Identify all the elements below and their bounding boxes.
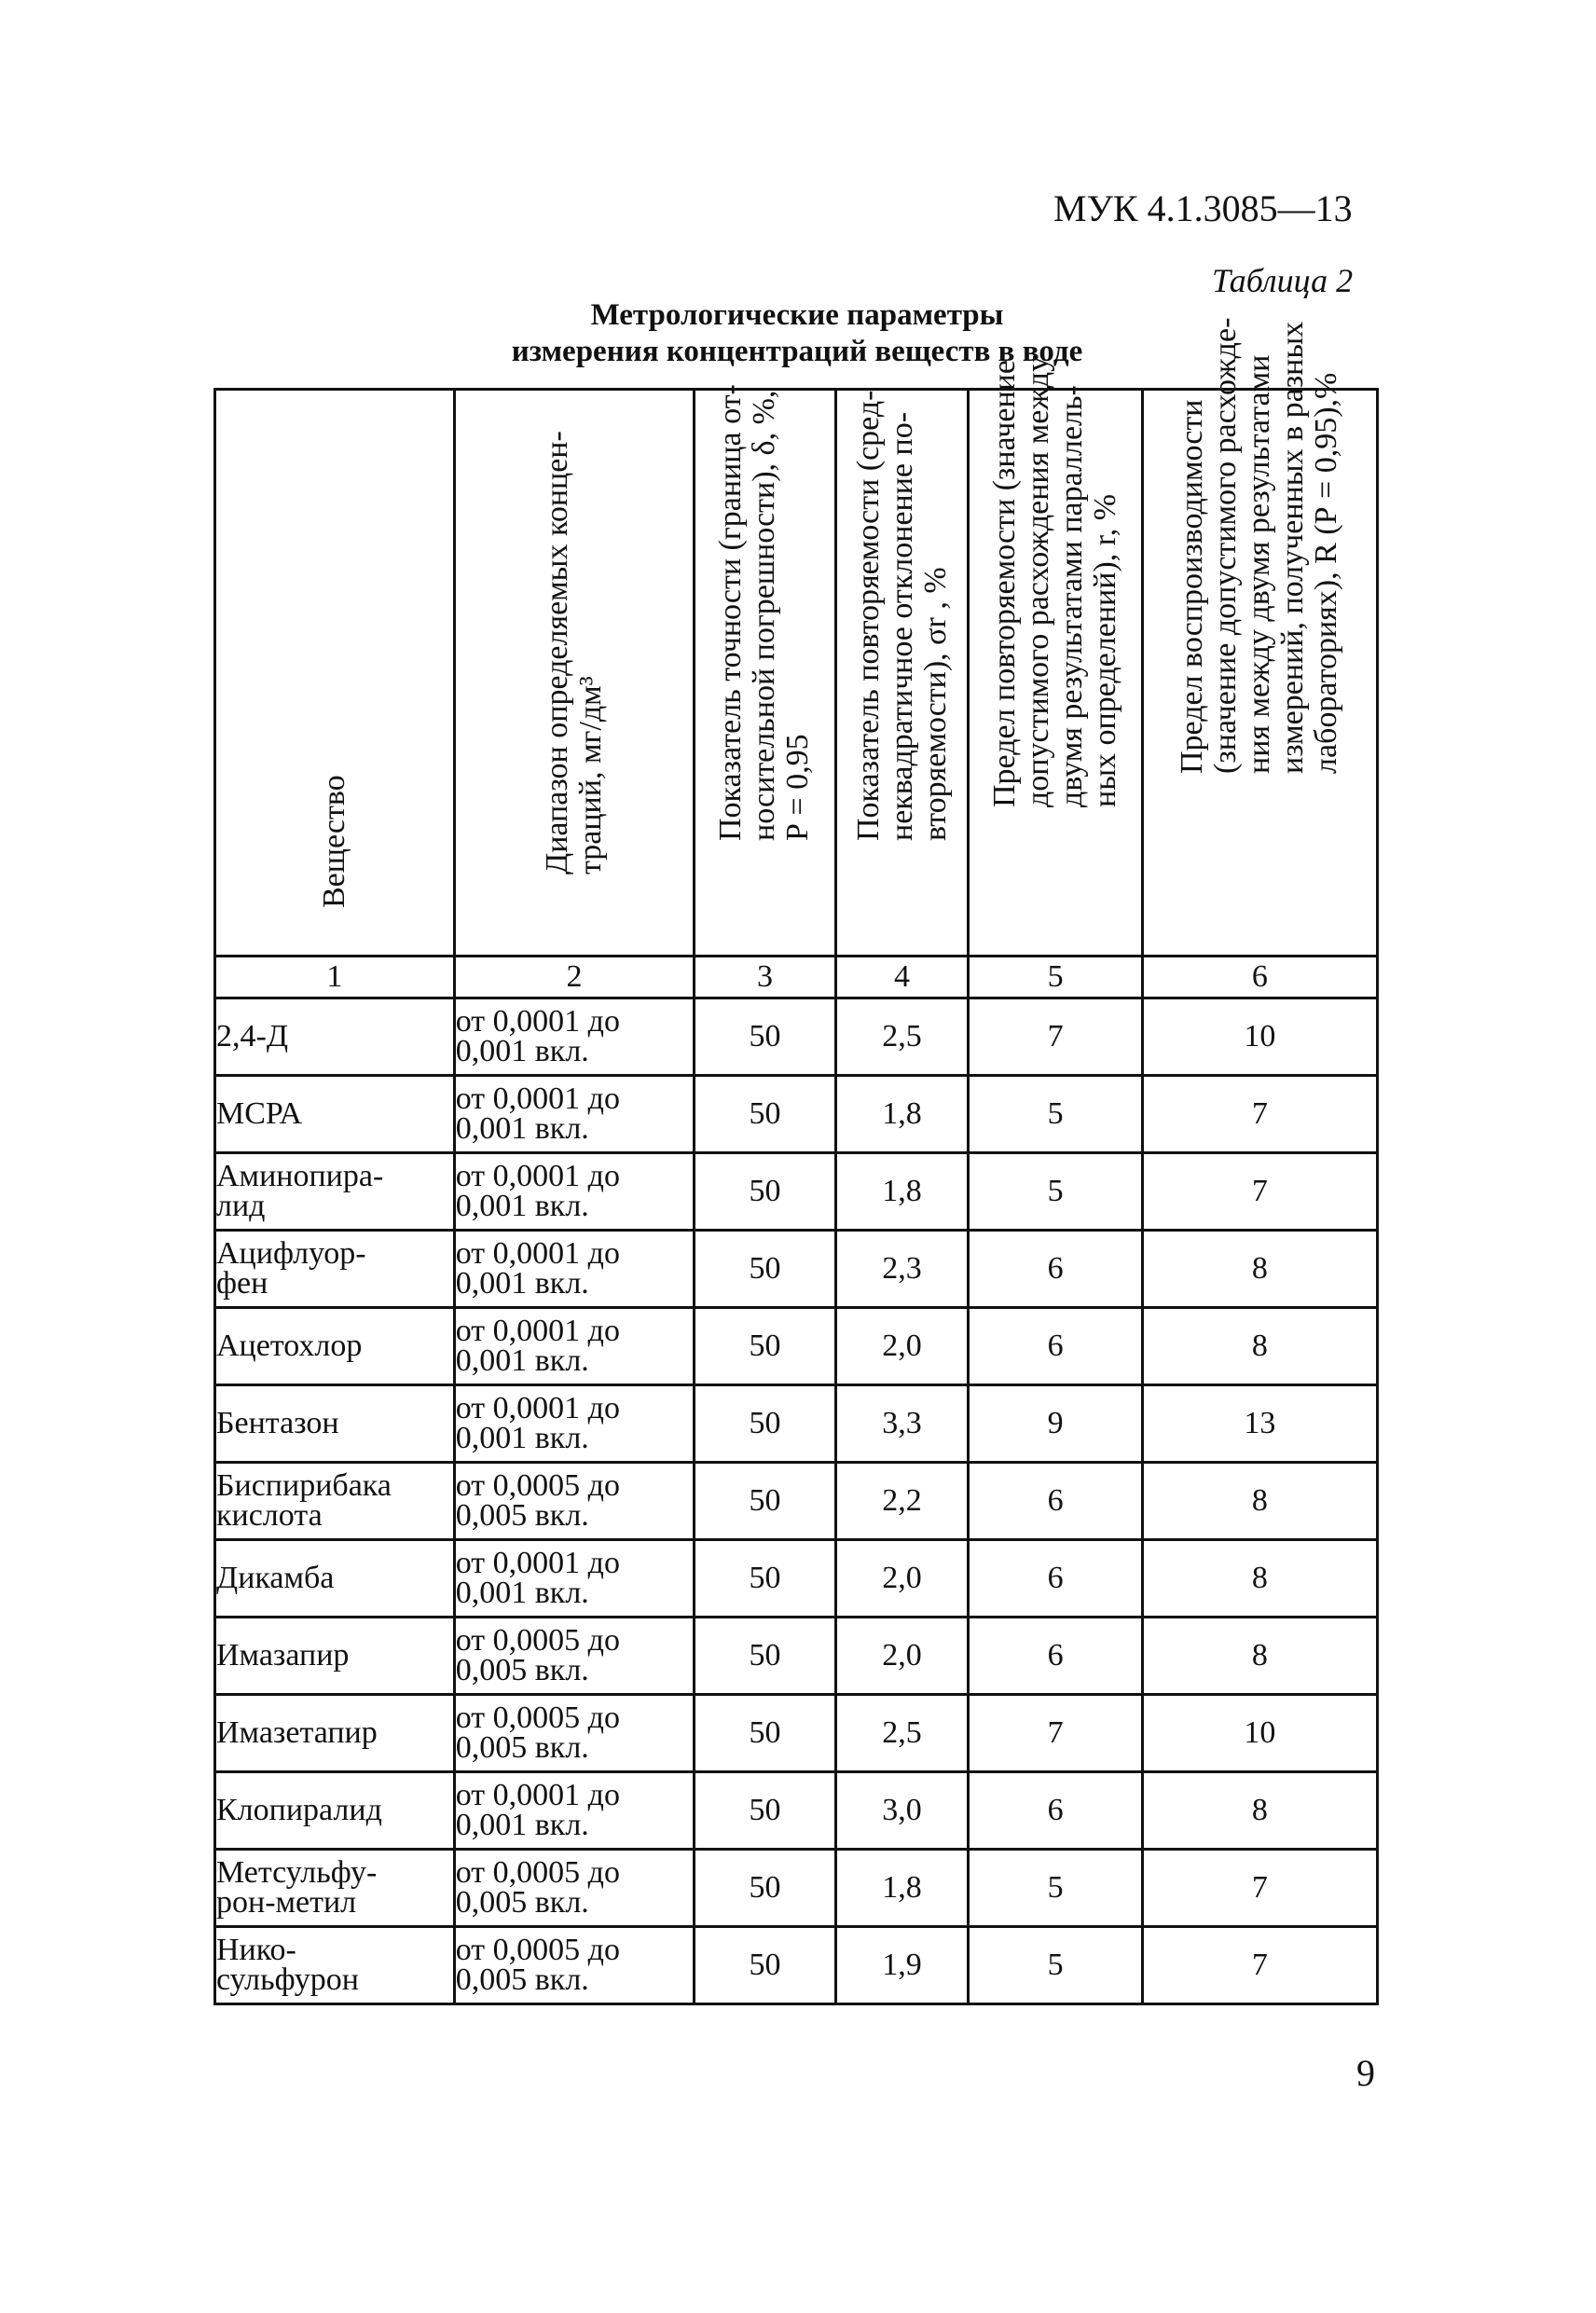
table-row	[215, 1153, 1378, 1231]
reproducibility-limit-cell: 8	[1142, 1308, 1377, 1385]
repeatability-limit-cell: 6	[969, 1231, 1142, 1308]
table-row	[215, 1618, 1378, 1695]
table-row	[215, 1850, 1378, 1927]
column-number: 2	[454, 957, 694, 998]
table-row	[215, 1231, 1378, 1308]
substance-cell: Аминопира- лид	[215, 1153, 455, 1231]
table-row	[215, 998, 1378, 1076]
repeatability-limit-cell: 6	[969, 1618, 1142, 1695]
accuracy-cell: 50	[695, 1927, 836, 2004]
reproducibility-limit-cell: 7	[1142, 1153, 1377, 1231]
range-cell: от 0,0005 до 0,005 вкл.	[454, 1850, 694, 1927]
header-text: Показатель повторяемости (сред- неквадратичное отклонение по- вторяемости), σr , %	[850, 390, 953, 841]
table-row	[215, 1463, 1378, 1540]
repeatability-cell: 2,0	[835, 1540, 969, 1618]
accuracy-cell: 50	[695, 1850, 836, 1927]
repeatability-limit-cell: 7	[969, 998, 1142, 1076]
accuracy-cell: 50	[695, 1772, 836, 1850]
header-row	[215, 390, 1378, 957]
repeatability-limit-cell: 5	[969, 1927, 1142, 2004]
header-text: Предел повторяемости (значение допустимого расхождения между двумя результатами параллель- ных определений), r, %	[987, 355, 1123, 807]
substance-cell: Биспирибака кислота	[215, 1463, 455, 1540]
accuracy-cell: 50	[695, 1076, 836, 1153]
repeatability-cell: 2,0	[835, 1308, 969, 1385]
column-number: 1	[215, 957, 455, 998]
repeatability-limit-cell: 6	[969, 1772, 1142, 1850]
substance-cell: 2,4-Д	[215, 998, 455, 1076]
header-text: Предел воспроизводимости (значение допустимого расхожде- ния между двумя результатами измерений, полученных в разных лабораториях), R (Р = 0,95),%	[1175, 317, 1344, 774]
table-title-line2: измерения концентраций веществ в воде	[511, 335, 1083, 368]
substance-cell: Нико- сульфурон	[215, 1927, 455, 2004]
accuracy-cell: 50	[695, 1618, 836, 1695]
reproducibility-limit-cell: 8	[1142, 1618, 1377, 1695]
header-text: Диапазон определяемых концен- траций, мг/дм³	[539, 431, 608, 874]
range-cell: от 0,0001 до 0,001 вкл.	[454, 998, 694, 1076]
column-number: 4	[835, 957, 969, 998]
table-row	[215, 1076, 1378, 1153]
reproducibility-limit-cell: 10	[1142, 1695, 1377, 1772]
table-row	[215, 1695, 1378, 1772]
reproducibility-limit-cell: 7	[1142, 1850, 1377, 1927]
accuracy-cell: 50	[695, 1385, 836, 1463]
range-cell: от 0,0005 до 0,005 вкл.	[454, 1463, 694, 1540]
substance-cell: МСРА	[215, 1076, 455, 1153]
repeatability-limit-cell: 5	[969, 1076, 1142, 1153]
header-cell	[454, 390, 694, 957]
repeatability-cell: 3,3	[835, 1385, 969, 1463]
accuracy-cell: 50	[695, 1308, 836, 1385]
table-row	[215, 1308, 1378, 1385]
substance-cell: Дикамба	[215, 1540, 455, 1618]
table-row	[215, 1385, 1378, 1463]
reproducibility-limit-cell: 8	[1142, 1463, 1377, 1540]
column-number-row	[215, 957, 1378, 998]
repeatability-limit-cell: 6	[969, 1308, 1142, 1385]
range-cell: от 0,0001 до 0,001 вкл.	[454, 1076, 694, 1153]
repeatability-limit-cell: 7	[969, 1695, 1142, 1772]
substance-cell: Ацифлуор- фен	[215, 1231, 455, 1308]
repeatability-cell: 1,8	[835, 1153, 969, 1231]
repeatability-cell: 2,5	[835, 998, 969, 1076]
document-code: МУК 4.1.3085—13	[1053, 187, 1353, 229]
repeatability-limit-cell: 9	[969, 1385, 1142, 1463]
repeatability-limit-cell: 6	[969, 1463, 1142, 1540]
header-cell	[969, 355, 1142, 957]
substance-cell: Бентазон	[215, 1385, 455, 1463]
header-text: Показатель точности (граница от- носительной погрешности), δ, %, Р = 0,95	[713, 384, 816, 841]
repeatability-limit-cell: 5	[969, 1850, 1142, 1927]
substance-cell: Клопиралид	[215, 1772, 455, 1850]
accuracy-cell: 50	[695, 1231, 836, 1308]
header-text: Вещество	[316, 775, 351, 908]
repeatability-cell: 1,8	[835, 1850, 969, 1927]
repeatability-limit-cell: 6	[969, 1540, 1142, 1618]
range-cell: от 0,0001 до 0,001 вкл.	[454, 1231, 694, 1308]
repeatability-cell: 1,8	[835, 1076, 969, 1153]
header-cell	[1142, 317, 1377, 957]
header-cell	[215, 390, 455, 957]
table-body	[215, 998, 1378, 2004]
page-number: 9	[1356, 2052, 1375, 2094]
repeatability-cell: 2,3	[835, 1231, 969, 1308]
repeatability-limit-cell: 5	[969, 1153, 1142, 1231]
range-cell: от 0,0001 до 0,001 вкл.	[454, 1540, 694, 1618]
repeatability-cell: 2,5	[835, 1695, 969, 1772]
table-row	[215, 1772, 1378, 1850]
accuracy-cell: 50	[695, 1153, 836, 1231]
header-cell	[835, 390, 969, 957]
accuracy-cell: 50	[695, 998, 836, 1076]
reproducibility-limit-cell: 13	[1142, 1385, 1377, 1463]
reproducibility-limit-cell: 7	[1142, 1927, 1377, 2004]
repeatability-cell: 2,2	[835, 1463, 969, 1540]
accuracy-cell: 50	[695, 1695, 836, 1772]
substance-cell: Имазетапир	[215, 1695, 455, 1772]
reproducibility-limit-cell: 8	[1142, 1231, 1377, 1308]
substance-cell: Ацетохлор	[215, 1308, 455, 1385]
table-row	[215, 1540, 1378, 1618]
table-label: Таблица 2	[1212, 262, 1354, 299]
range-cell: от 0,0005 до 0,005 вкл.	[454, 1695, 694, 1772]
range-cell: от 0,0005 до 0,005 вкл.	[454, 1927, 694, 2004]
range-cell: от 0,0001 до 0,001 вкл.	[454, 1772, 694, 1850]
reproducibility-limit-cell: 10	[1142, 998, 1377, 1076]
repeatability-cell: 2,0	[835, 1618, 969, 1695]
substance-cell: Имазапир	[215, 1618, 455, 1695]
range-cell: от 0,0001 до 0,001 вкл.	[454, 1153, 694, 1231]
header-cell	[695, 384, 836, 957]
column-number: 5	[969, 957, 1142, 998]
column-number: 3	[695, 957, 836, 998]
reproducibility-limit-cell: 8	[1142, 1772, 1377, 1850]
accuracy-cell: 50	[695, 1463, 836, 1540]
table-row	[215, 1927, 1378, 2004]
repeatability-cell: 3,0	[835, 1772, 969, 1850]
accuracy-cell: 50	[695, 1540, 836, 1618]
reproducibility-limit-cell: 7	[1142, 1076, 1377, 1153]
reproducibility-limit-cell: 8	[1142, 1540, 1377, 1618]
range-cell: от 0,0001 до 0,001 вкл.	[454, 1385, 694, 1463]
range-cell: от 0,0001 до 0,001 вкл.	[454, 1308, 694, 1385]
range-cell: от 0,0005 до 0,005 вкл.	[454, 1618, 694, 1695]
repeatability-cell: 1,9	[835, 1927, 969, 2004]
table-title-line1: Метрологические параметры	[590, 298, 1004, 332]
substance-cell: Метсульфу- рон-метил	[215, 1850, 455, 1927]
column-number: 6	[1142, 957, 1377, 998]
